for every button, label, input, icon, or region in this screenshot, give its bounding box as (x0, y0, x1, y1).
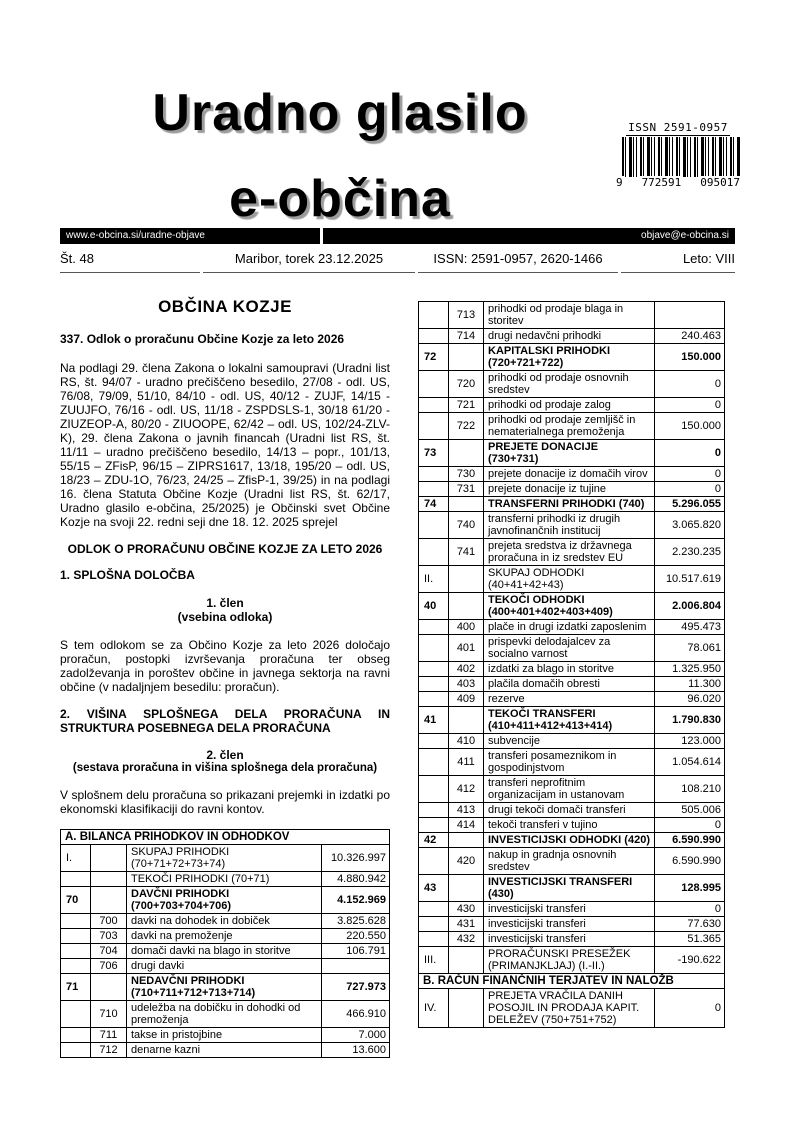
table-row (419, 566, 725, 593)
table-row (61, 872, 390, 887)
cell-sub: 704 (91, 944, 127, 959)
cell-code: 71 (61, 974, 91, 1001)
cell-sub: 414 (449, 818, 484, 833)
cell-code (419, 677, 449, 692)
cell-code (419, 371, 449, 398)
cell-code (419, 848, 449, 875)
cell-sub: 721 (449, 398, 484, 413)
cell-code (61, 872, 91, 887)
table-row (419, 947, 725, 974)
table-row (419, 371, 725, 398)
cell-code (61, 914, 91, 929)
cell-code (61, 929, 91, 944)
barcode-digit-group-left: 9 (616, 176, 623, 189)
cell-sub: 710 (91, 1001, 127, 1028)
cell-code: 43 (419, 875, 449, 902)
cell-sub: 413 (449, 803, 484, 818)
cell-sub (91, 974, 127, 1001)
cell-code: 74 (419, 497, 449, 512)
cell-desc: prispevki delodajalcev za socialno varnost (484, 635, 655, 662)
table-row (61, 1043, 390, 1058)
cell-code (61, 1028, 91, 1043)
cell-sub (91, 845, 127, 872)
gazette-title-line2: e-občina (229, 170, 451, 228)
table-section-row (419, 974, 725, 989)
cell-desc: SKUPAJ ODHODKI (40+41+42+43) (484, 566, 655, 593)
cell-desc: prihodki od prodaje blaga in storitev (484, 302, 655, 329)
table-row (419, 776, 725, 803)
cell-desc: transferi neprofitnim organizacijam in ustanovam (484, 776, 655, 803)
issue-year: Leto: VIII (621, 247, 735, 273)
table-row (419, 482, 725, 497)
cell-code (419, 818, 449, 833)
cell-val: 77.630 (655, 917, 725, 932)
cell-desc: domači davki na blago in storitve (127, 944, 322, 959)
cell-val: 0 (655, 482, 725, 497)
cell-code (61, 959, 91, 974)
cell-code: 70 (61, 887, 91, 914)
section-header-cell: A. BILANCA PRIHODKOV IN ODHODKOV (61, 830, 390, 845)
cell-val: 0 (655, 902, 725, 917)
cell-desc: denarne kazni (127, 1043, 322, 1058)
cell-desc: TRANSFERNI PRIHODKI (740) (484, 497, 655, 512)
cell-code (419, 539, 449, 566)
article-1-paragraph: S tem odlokom se za Občino Kozje za leto 2026 določajo proračun, postopki izvrševanja proračuna ter obseg zadolževanja in poroštev občine in javnega sektorja na ravni občine (v nadaljnjem besedilu: proračun). (60, 638, 390, 694)
cell-val: 13.600 (321, 1043, 389, 1058)
table-row (419, 593, 725, 620)
cell-sub: 703 (91, 929, 127, 944)
cell-val: 1.325.950 (655, 662, 725, 677)
cell-code (419, 302, 449, 329)
table-row (419, 635, 725, 662)
cell-sub (449, 344, 484, 371)
cell-code (419, 413, 449, 440)
table-row (419, 707, 725, 734)
table-row (419, 734, 725, 749)
table-section-row (61, 830, 390, 845)
table-row (419, 344, 725, 371)
cell-desc: drugi tekoči domači transferi (484, 803, 655, 818)
cell-sub: 403 (449, 677, 484, 692)
cell-desc: subvencije (484, 734, 655, 749)
cell-code (419, 635, 449, 662)
cell-val: 466.910 (321, 1001, 389, 1028)
cell-desc: prejeta sredstva iz državnega proračuna in iz sredstev EU (484, 539, 655, 566)
cell-val: 123.000 (655, 734, 725, 749)
table-row (61, 944, 390, 959)
cell-desc: investicijski transferi (484, 917, 655, 932)
table-row (419, 413, 725, 440)
cell-sub (449, 497, 484, 512)
cell-code (419, 620, 449, 635)
cell-code: 42 (419, 833, 449, 848)
cell-sub: 706 (91, 959, 127, 974)
cell-desc: izdatki za blago in storitve (484, 662, 655, 677)
cell-desc: INVESTICIJSKI ODHODKI (420) (484, 833, 655, 848)
cell-code (419, 776, 449, 803)
article-1-heading: 1. člen (206, 596, 244, 610)
cell-desc: TEKOČI TRANSFERI (410+411+412+413+414) (484, 707, 655, 734)
cell-desc: SKUPAJ PRIHODKI (70+71+72+73+74) (127, 845, 322, 872)
cell-val: 7.000 (321, 1028, 389, 1043)
cell-desc: davki na dohodek in dobiček (127, 914, 322, 929)
cell-code (419, 329, 449, 344)
cell-val: 4.880.942 (321, 872, 389, 887)
cell-desc: udeležba na dobičku in dohodki od premoženja (127, 1001, 322, 1028)
cell-val: 0 (655, 989, 725, 1028)
cell-sub: 712 (91, 1043, 127, 1058)
cell-val: 51.365 (655, 932, 725, 947)
table-row (419, 467, 725, 482)
table-row (61, 1028, 390, 1043)
section-1-heading: 1. SPLOŠNA DOLOČBA (60, 568, 195, 582)
cell-sub: 722 (449, 413, 484, 440)
cell-code (61, 1043, 91, 1058)
cell-desc: tekoči transferi v tujino (484, 818, 655, 833)
cell-sub: 714 (449, 329, 484, 344)
cell-desc: drugi nedavčni prihodki (484, 329, 655, 344)
cell-sub: 730 (449, 467, 484, 482)
cell-sub (449, 947, 484, 974)
cell-code (419, 749, 449, 776)
cell-val: 108.210 (655, 776, 725, 803)
cell-desc: rezerve (484, 692, 655, 707)
article-2-heading: 2. člen (206, 748, 244, 762)
article-2-subtitle: (sestava proračuna in višina splošnega dela proračuna) (72, 762, 378, 774)
barcode-digit-group-mid: 772591 (641, 176, 682, 189)
cell-val: 727.973 (321, 974, 389, 1001)
cell-code: III. (419, 947, 449, 974)
cell-val: 3.065.820 (655, 512, 725, 539)
cell-sub: 400 (449, 620, 484, 635)
table-row (61, 959, 390, 974)
table-row (419, 917, 725, 932)
gazette-title-line1: Uradno glasilo (152, 84, 528, 142)
cell-desc: TEKOČI ODHODKI (400+401+402+403+409) (484, 593, 655, 620)
cell-sub: 740 (449, 512, 484, 539)
header-banner (60, 228, 735, 244)
cell-code (419, 398, 449, 413)
cell-code: 40 (419, 593, 449, 620)
table-row (419, 440, 725, 467)
table-row (419, 692, 725, 707)
cell-val: 220.550 (321, 929, 389, 944)
cell-code (419, 917, 449, 932)
cell-val: 78.061 (655, 635, 725, 662)
cell-code (61, 944, 91, 959)
cell-desc: drugi davki (127, 959, 322, 974)
table-row (61, 929, 390, 944)
cell-val: 106.791 (321, 944, 389, 959)
table-row (419, 662, 725, 677)
cell-sub: 402 (449, 662, 484, 677)
legal-basis-paragraph: Na podlagi 29. člena Zakona o lokalni samoupravi (Uradni list RS, št. 94/07 - uradno prečiščeno besedilo, 27/08 - odl. US, 76/08, 79/09, 51/10, 84/10 - odl. US, 40/12 - ZUJF, 14/15 - ZUUJFO, 76/16 - odl. US, 11/18 - ZSPDSLS-1, 30/18 61/20 - ZIUZEOP-A, 80/20 - ZIUOOPE, 62/42 – odl. US, 102/24-ZLV-K), 29. člena Zakona o javnih financah (Uradni list RS, št. 11/11 – uradno prečiščeno besedilo, 14/13 – popr., 101/13, 55/15 – ZFisP, 96/15 – ZIPRS1617, 13/18, 195/20 – odl. US, 18/23 – ZDU-1O, 76/23, 24/25 – ZfisP-1, 39/25) in na podlagi 16. člena Statuta Občine Kozje (Uradni list RS, št. 62/17, Uradno glasilo e-občina, 25/2025) je Občinski svet Občine Kozje na svoji 22. redni seji dne 18. 12. 2025 sprejel (60, 361, 390, 529)
gazette-masthead (60, 70, 620, 242)
cell-sub: 431 (449, 917, 484, 932)
cell-code (419, 692, 449, 707)
cell-val: 3.825.628 (321, 914, 389, 929)
left-column (60, 297, 390, 1058)
cell-desc: takse in pristojbine (127, 1028, 322, 1043)
table-row (419, 989, 725, 1028)
cell-code: 72 (419, 344, 449, 371)
cell-sub (449, 833, 484, 848)
table-row (419, 902, 725, 917)
table-row (61, 974, 390, 1001)
issn-label: ISSN 2591-0957 (628, 121, 728, 134)
cell-desc: prejete donacije iz domačih virov (484, 467, 655, 482)
cell-val: 0 (655, 398, 725, 413)
cell-desc: prihodki od prodaje zemljišč in nematerialnega premoženja (484, 413, 655, 440)
table-row (419, 932, 725, 947)
cell-desc: investicijski transferi (484, 932, 655, 947)
barcode-digits (612, 176, 744, 189)
decree-title: ODLOK O PRORAČUNU OBČINE KOZJE ZA LETO 2026 (67, 542, 383, 556)
cell-sub: 700 (91, 914, 127, 929)
cell-val: 0 (655, 371, 725, 398)
cell-val: 240.463 (655, 329, 725, 344)
cell-code: 41 (419, 707, 449, 734)
table-row (419, 329, 725, 344)
cell-sub (449, 593, 484, 620)
article-2-paragraph: V splošnem delu proračuna so prikazani prejemki in izdatki po ekonomski klasifikaciji do ravni kontov. (60, 788, 390, 816)
cell-sub (449, 707, 484, 734)
cell-val: 128.995 (655, 875, 725, 902)
cell-desc: prejete donacije iz tujine (484, 482, 655, 497)
table-row (419, 833, 725, 848)
cell-code (419, 662, 449, 677)
cell-sub: 412 (449, 776, 484, 803)
cell-val: 6.590.990 (655, 848, 725, 875)
cell-sub: 720 (449, 371, 484, 398)
act-title: 337. Odlok o proračunu Občine Kozje za leto 2026 (60, 332, 345, 346)
cell-desc: KAPITALSKI PRIHODKI (720+721+722) (484, 344, 655, 371)
cell-code: II. (419, 566, 449, 593)
cell-val: 495.473 (655, 620, 725, 635)
banner-website-url: www.e-obcina.si/uradne-objave (60, 228, 320, 244)
cell-sub (449, 989, 484, 1028)
right-column (418, 301, 725, 1028)
cell-desc: prihodki od prodaje osnovnih sredstev (484, 371, 655, 398)
cell-val: 10.517.619 (655, 566, 725, 593)
table-row (419, 497, 725, 512)
article-1-subtitle: (vsebina odloka) (177, 610, 273, 624)
cell-sub: 432 (449, 932, 484, 947)
barcode-digit-group-right: 095017 (700, 176, 740, 189)
section-header-cell: B. RAČUN FINANČNIH TERJATEV IN NALOŽB (419, 974, 725, 989)
cell-sub (449, 566, 484, 593)
cell-desc: prihodki od prodaje zalog (484, 398, 655, 413)
cell-sub (91, 887, 127, 914)
table-row (61, 914, 390, 929)
cell-val: 10.326.997 (321, 845, 389, 872)
cell-code (419, 932, 449, 947)
cell-desc: NEDAVČNI PRIHODKI (710+711+712+713+714) (127, 974, 322, 1001)
banner-email: objave@e-obcina.si (323, 228, 735, 244)
cell-code: IV. (419, 989, 449, 1028)
cell-desc: nakup in gradnja osnovnih sredstev (484, 848, 655, 875)
cell-sub: 741 (449, 539, 484, 566)
cell-val: 2.006.804 (655, 593, 725, 620)
cell-desc: PREJETE DONACIJE (730+731) (484, 440, 655, 467)
cell-desc: investicijski transferi (484, 902, 655, 917)
cell-val: 1.790.830 (655, 707, 725, 734)
cell-val: 505.006 (655, 803, 725, 818)
budget-table-left (60, 829, 390, 1058)
cell-val: 0 (655, 818, 725, 833)
cell-sub (449, 875, 484, 902)
cell-code (419, 482, 449, 497)
cell-desc: davki na premoženje (127, 929, 322, 944)
cell-sub: 711 (91, 1028, 127, 1043)
cell-code: I. (61, 845, 91, 872)
cell-desc: transferi posameznikom in gospodinjstvom (484, 749, 655, 776)
cell-val: 150.000 (655, 344, 725, 371)
cell-val: 0 (655, 467, 725, 482)
cell-desc: INVESTICIJSKI TRANSFERI (430) (484, 875, 655, 902)
table-row (419, 818, 725, 833)
cell-code (419, 803, 449, 818)
cell-val: 0 (655, 440, 725, 467)
cell-sub (91, 872, 127, 887)
cell-code (419, 902, 449, 917)
cell-sub: 731 (449, 482, 484, 497)
cell-desc: transferni prihodki iz drugih javnofinančnih institucij (484, 512, 655, 539)
cell-code (419, 467, 449, 482)
barcode-bars-image (622, 137, 740, 177)
table-row (61, 887, 390, 914)
issue-number: Št. 48 (60, 247, 200, 273)
cell-sub: 420 (449, 848, 484, 875)
issue-issn: ISSN: 2591-0957, 2620-1466 (418, 247, 618, 273)
cell-val: -190.622 (655, 947, 725, 974)
cell-desc: TEKOČI PRIHODKI (70+71) (127, 872, 322, 887)
cell-sub: 430 (449, 902, 484, 917)
table-row (419, 620, 725, 635)
cell-desc: plače in drugi izdatki zaposlenim (484, 620, 655, 635)
cell-desc: DAVČNI PRIHODKI (700+703+704+706) (127, 887, 322, 914)
issue-info-row (60, 247, 735, 273)
cell-sub (449, 440, 484, 467)
cell-val (655, 302, 725, 329)
cell-val: 5.296.055 (655, 497, 725, 512)
table-row (61, 845, 390, 872)
cell-val: 11.300 (655, 677, 725, 692)
cell-code (419, 734, 449, 749)
cell-val: 6.590.990 (655, 833, 725, 848)
cell-val: 150.000 (655, 413, 725, 440)
cell-code (419, 512, 449, 539)
cell-desc: plačila domačih obresti (484, 677, 655, 692)
table-row (419, 677, 725, 692)
table-row (419, 749, 725, 776)
budget-table-right (418, 301, 725, 1028)
table-row (419, 539, 725, 566)
municipality-title: OBČINA KOZJE (158, 297, 292, 316)
table-row (419, 875, 725, 902)
cell-sub: 713 (449, 302, 484, 329)
issue-place-date: Maribor, torek 23.12.2025 (203, 247, 415, 273)
cell-val: 2.230.235 (655, 539, 725, 566)
table-row (61, 1001, 390, 1028)
cell-val: 4.152.969 (321, 887, 389, 914)
issn-barcode (612, 118, 744, 189)
cell-sub: 401 (449, 635, 484, 662)
table-row (419, 398, 725, 413)
cell-sub: 409 (449, 692, 484, 707)
cell-code: 73 (419, 440, 449, 467)
table-row (419, 302, 725, 329)
table-row (419, 803, 725, 818)
cell-sub: 411 (449, 749, 484, 776)
table-row (419, 848, 725, 875)
cell-val: 96.020 (655, 692, 725, 707)
cell-val (321, 959, 389, 974)
cell-desc: PREJETA VRAČILA DANIH POSOJIL IN PRODAJA KAPIT. DELEŽEV (750+751+752) (484, 989, 655, 1028)
section-2-heading: 2. VIŠINA SPLOŠNEGA DELA PRORAČUNA IN STRUKTURA POSEBNEGA DELA PRORAČUNA (60, 707, 390, 735)
cell-code (61, 1001, 91, 1028)
table-row (419, 512, 725, 539)
cell-val: 1.054.614 (655, 749, 725, 776)
cell-sub: 410 (449, 734, 484, 749)
cell-desc: PRORAČUNSKI PRESEŽEK (PRIMANJKLJAJ) (I.-II.) (484, 947, 655, 974)
